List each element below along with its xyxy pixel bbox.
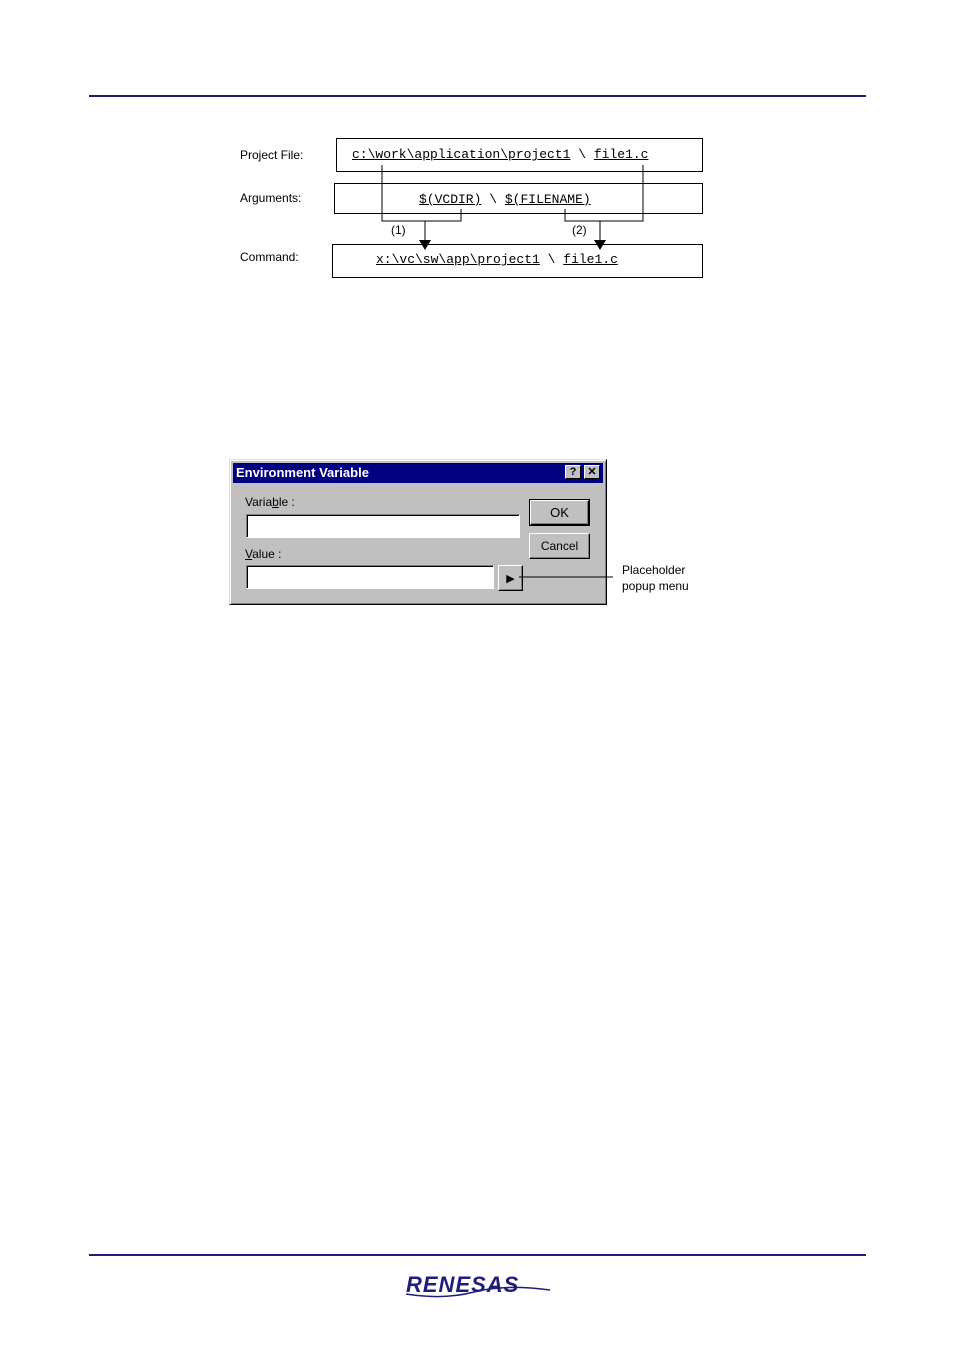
callout-line-2: popup menu [622,579,689,593]
value-label-post: alue : [252,547,282,561]
command-filename: file1.c [563,252,618,267]
project-path: c:\work\application\project1 [352,147,571,162]
label-project-file: Project File: [240,148,304,162]
cancel-button[interactable]: Cancel [529,533,590,559]
footer-rule [89,1254,866,1256]
project-filename: file1.c [593,147,649,162]
command-sep: \ [547,252,556,267]
play-arrow-icon: ▶ [506,572,515,585]
callout-line-1: Placeholder [622,563,686,577]
arg-sep: \ [489,192,498,207]
label-command: Command: [240,250,299,264]
variable-label-key: b [272,495,279,509]
label-arguments: Arguments: [240,191,302,205]
project-sep: \ [578,147,587,162]
logo-text: RENESAS [406,1272,520,1297]
marker-1: (1) [391,223,406,237]
command-path: x:\vc\sw\app\project1 [376,252,540,267]
ok-button[interactable]: OK [530,500,589,525]
variable-label-post: le : [278,495,295,509]
arg-vcdir: $(VCDIR) [419,192,482,207]
value-label-key: V [245,547,253,561]
callout-text [622,562,689,594]
dialog-title: Environment Variable [236,465,369,480]
help-icon: ? [569,466,577,478]
marker-2: (2) [572,223,587,237]
callout-line [0,0,954,600]
variable-label-pre: Varia [245,495,273,509]
renesas-logo [404,1270,552,1298]
close-icon: ✕ [587,466,597,478]
arg-filename: $(FILENAME) [504,192,591,207]
